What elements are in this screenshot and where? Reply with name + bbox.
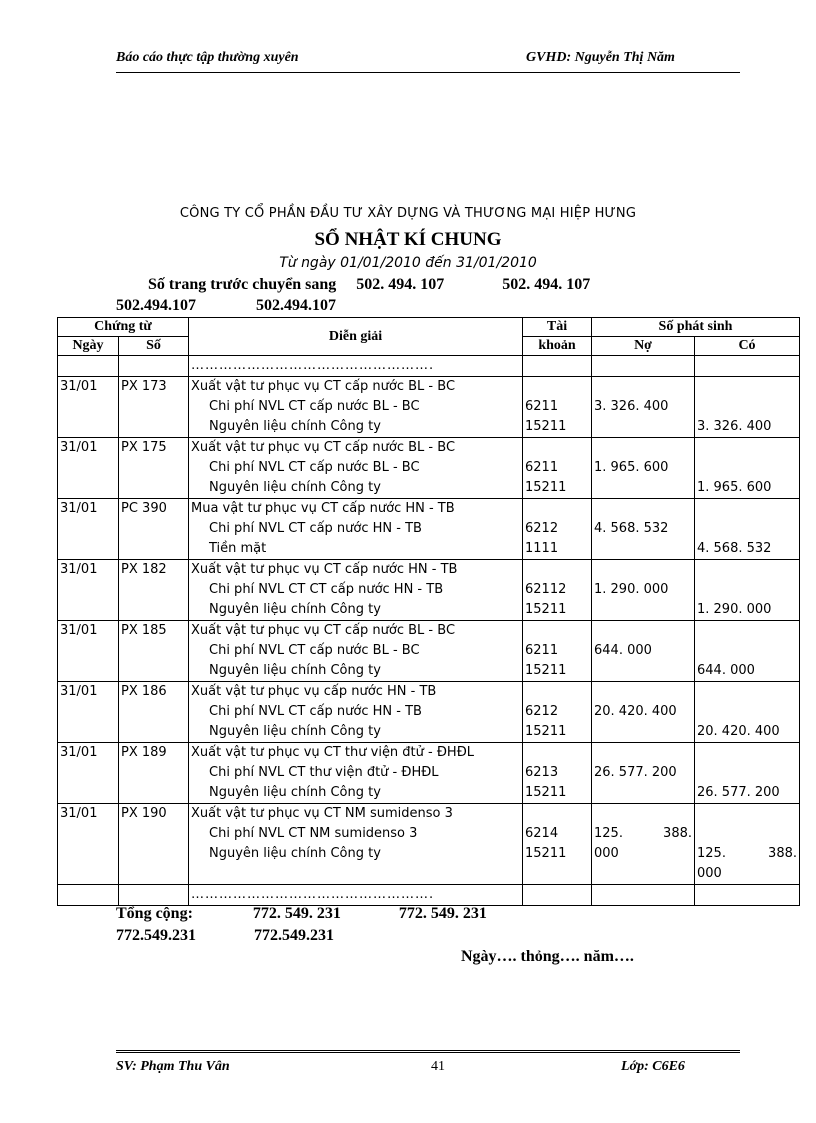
entry-debit-description: Chi phí NVL CT cấp nước HN - TB <box>209 521 422 536</box>
entry-voucher-number: PX 175 <box>121 440 167 455</box>
totals-credit-2: 772.549.231 <box>254 927 334 944</box>
entry-debit-account: 6213 <box>525 765 559 780</box>
entry-debit-amount: 644. 000 <box>594 643 652 658</box>
entry-credit-amount: 3. 326. 400 <box>697 419 772 434</box>
entry-credit-account: 15211 <box>525 663 567 678</box>
entry-credit-description: Nguyên liệu chính Công ty <box>209 846 381 861</box>
entry-credit-amount: 20. 420. 400 <box>697 724 780 739</box>
dots-bottom: ……………………………………………. <box>191 887 435 902</box>
entry-debit-amount: 4. 568. 532 <box>594 521 669 536</box>
dots-row-top <box>58 356 800 377</box>
entry-debit-description: Chi phí NVL CT NM sumidenso 3 <box>209 826 418 841</box>
entry-credit-description: Nguyên liệu chính Công ty <box>209 724 381 739</box>
entry-credit-amount-c: 000 <box>697 866 722 881</box>
entry-voucher-number: PC 390 <box>121 501 167 516</box>
carry-forward-debit: 502. 494. 107 <box>356 276 445 293</box>
entry-credit-amount-a: 125. <box>697 846 726 861</box>
entry-credit-account: 15211 <box>525 846 567 861</box>
totals-debit-2: 772.549.231 <box>116 927 196 944</box>
entry-debit-amount-b: 388. <box>663 826 692 841</box>
carry-forward-line-2 <box>116 297 336 315</box>
entry-debit-amount: 26. 577. 200 <box>594 765 677 780</box>
header-account-2: khoản <box>523 337 592 356</box>
entry-debit-amount: 1. 965. 600 <box>594 460 669 475</box>
entry-debit-account: 6212 <box>525 704 559 719</box>
entry-debit-amount: 1. 290. 000 <box>594 582 669 597</box>
entry-credit-amount: 26. 577. 200 <box>697 785 780 800</box>
entry-credit-description: Nguyên liệu chính Công ty <box>209 785 381 800</box>
page-title: SỔ NHẬT KÍ CHUNG <box>314 229 502 250</box>
entry-date: 31/01 <box>60 684 98 699</box>
entry-debit-account: 6214 <box>525 826 559 841</box>
dots-top: ……………………………………………. <box>191 358 435 373</box>
entry-debit-account: 6211 <box>525 399 559 414</box>
signature-date-line: Ngày…. thỏng…. năm…. <box>461 948 634 965</box>
period-range: Từ ngày 01/01/2010 đến 31/01/2010 <box>279 255 537 271</box>
header-supervisor: GVHD: Nguyễn Thị Năm <box>526 50 675 65</box>
entry-date: 31/01 <box>60 562 98 577</box>
entry-voucher-number: PX 185 <box>121 623 167 638</box>
entry-date: 31/01 <box>60 623 98 638</box>
entry-credit-account: 15211 <box>525 724 567 739</box>
table-row <box>58 682 800 743</box>
entry-credit-account: 15211 <box>525 602 567 617</box>
entry-debit-account: 6211 <box>525 643 559 658</box>
entry-voucher-number: PX 182 <box>121 562 167 577</box>
entry-credit-amount: 644. 000 <box>697 663 755 678</box>
footer-student: SV: Phạm Thu Vân <box>116 1059 230 1074</box>
entry-date: 31/01 <box>60 501 98 516</box>
entry-description: Xuất vật tư phục vụ cấp nước HN - TB <box>191 684 437 699</box>
table-row <box>58 560 800 621</box>
entry-credit-description: Nguyên liệu chính Công ty <box>209 663 381 678</box>
table-row <box>58 743 800 804</box>
page-footer <box>116 1050 740 1079</box>
entry-description: Xuất vật tư phục vụ CT NM sumidenso 3 <box>191 806 453 821</box>
entry-debit-amount: 20. 420. 400 <box>594 704 677 719</box>
entry-description: Xuất vật tư phục vụ CT cấp nước BL - BC <box>191 379 456 394</box>
entry-debit-amount-a: 125. <box>594 826 623 841</box>
entry-credit-account: 1111 <box>525 541 559 556</box>
header-number: Số <box>119 337 189 356</box>
carry-forward-label: Số trang trước chuyển sang <box>148 276 337 293</box>
entry-debit-amount: 3. 326. 400 <box>594 399 669 414</box>
header-voucher: Chứng từ <box>58 318 189 337</box>
header-credit: Có <box>695 337 800 356</box>
entry-debit-account: 6211 <box>525 460 559 475</box>
entry-debit-account: 62112 <box>525 582 567 597</box>
carry-forward-line <box>148 276 590 294</box>
totals-line <box>116 905 487 923</box>
totals-credit: 772. 549. 231 <box>398 905 487 922</box>
entry-credit-amount: 1. 965. 600 <box>697 480 772 495</box>
carry-forward-credit-2: 502.494.107 <box>256 297 336 314</box>
entry-debit-account: 6212 <box>525 521 559 536</box>
entry-voucher-number: PX 173 <box>121 379 167 394</box>
table-row <box>58 804 800 885</box>
carry-forward-credit: 502. 494. 107 <box>502 276 591 293</box>
entry-credit-account: 15211 <box>525 785 567 800</box>
entry-description: Xuất vật tư phục vụ CT cấp nước HN - TB <box>191 562 458 577</box>
entry-debit-amount-c: 000 <box>594 846 619 861</box>
header-amount: Số phát sinh <box>592 318 800 337</box>
entry-credit-amount: 1. 290. 000 <box>697 602 772 617</box>
entry-voucher-number: PX 186 <box>121 684 167 699</box>
totals-debit: 772. 549. 231 <box>252 905 341 922</box>
entry-debit-description: Chi phí NVL CT cấp nước BL - BC <box>209 399 420 414</box>
entry-description: Xuất vật tư phục vụ CT thư viện đtử - ĐHĐL <box>191 745 475 760</box>
table-row <box>58 377 800 438</box>
entry-description: Xuất vật tư phục vụ CT cấp nước BL - BC <box>191 440 456 455</box>
header-description: Diễn giải <box>189 318 523 356</box>
entry-credit-description: Nguyên liệu chính Công ty <box>209 480 381 495</box>
table-row <box>58 438 800 499</box>
entry-debit-description: Chi phí NVL CT thư viện đtử - ĐHĐL <box>209 765 439 780</box>
totals-label: Tổng cộng: <box>116 905 193 922</box>
footer-page-number: 41 <box>431 1059 445 1074</box>
page-header <box>116 48 740 73</box>
company-name: CÔNG TY CỔ PHẦN ĐẦU TƯ XÂY DỰNG VÀ THƯƠNG MẠI HIỆP HƯNG <box>179 206 637 221</box>
entry-credit-account: 15211 <box>525 419 567 434</box>
entry-debit-description: Chi phí NVL CT cấp nước BL - BC <box>209 460 420 475</box>
header-report-title: Báo cáo thực tập thường xuyên <box>116 50 299 65</box>
entry-debit-description: Chi phí NVL CT cấp nước HN - TB <box>209 704 422 719</box>
entry-date: 31/01 <box>60 806 98 821</box>
entry-voucher-number: PX 189 <box>121 745 167 760</box>
entry-description: Mua vật tư phục vụ CT cấp nước HN - TB <box>191 501 455 516</box>
entry-debit-description: Chi phí NVL CT CT cấp nước HN - TB <box>209 582 444 597</box>
totals-line-2 <box>116 927 334 945</box>
entry-date: 31/01 <box>60 379 98 394</box>
entry-credit-description: Nguyên liệu chính Công ty <box>209 602 381 617</box>
dots-row-bottom <box>58 885 800 906</box>
table-row <box>58 499 800 560</box>
entry-credit-amount: 4. 568. 532 <box>697 541 772 556</box>
entry-voucher-number: PX 190 <box>121 806 167 821</box>
entry-date: 31/01 <box>60 440 98 455</box>
entry-date: 31/01 <box>60 745 98 760</box>
table-row <box>58 621 800 682</box>
entry-credit-account: 15211 <box>525 480 567 495</box>
entry-credit-description: Nguyên liệu chính Công ty <box>209 419 381 434</box>
entry-credit-description: Tiền mặt <box>209 541 267 556</box>
header-debit: Nợ <box>592 337 695 356</box>
entry-debit-description: Chi phí NVL CT cấp nước BL - BC <box>209 643 420 658</box>
journal-table <box>57 317 800 906</box>
carry-forward-debit-2: 502.494.107 <box>116 297 196 314</box>
entry-description: Xuất vật tư phục vụ CT cấp nước BL - BC <box>191 623 456 638</box>
footer-class: Lớp: C6E6 <box>621 1059 685 1074</box>
header-date: Ngày <box>58 337 119 356</box>
header-account-1: Tài <box>523 318 592 337</box>
entry-credit-amount-b: 388. <box>768 846 797 861</box>
